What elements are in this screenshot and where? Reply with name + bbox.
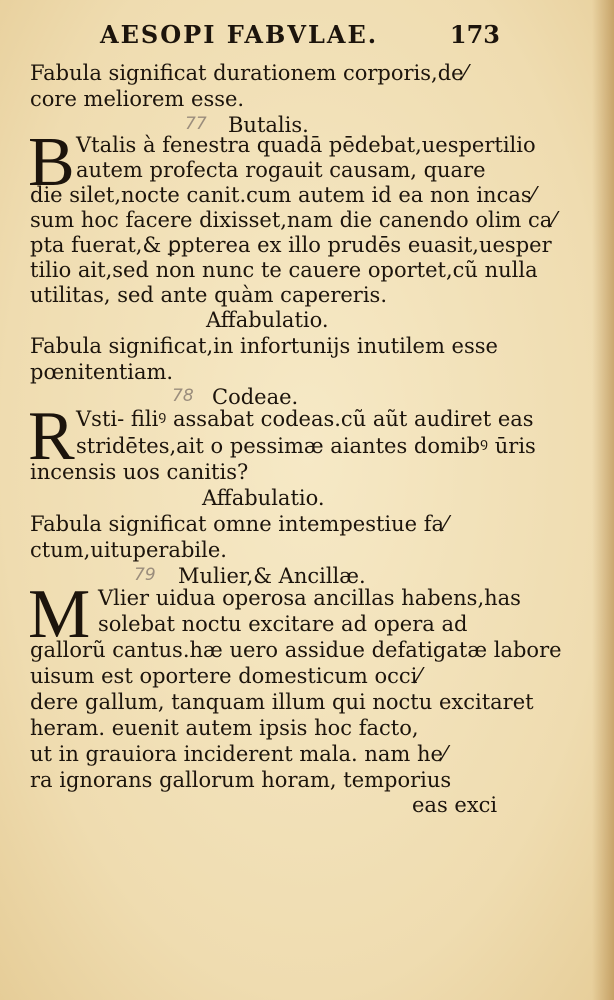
text-line: pœnitentiam. (30, 360, 174, 384)
text-line: stridētes,ait o pessimæ aiantes domibꝰ ūris (76, 434, 536, 458)
drop-cap: R (28, 398, 75, 475)
text-line: autem profecta rogauit causam, quare (76, 158, 486, 182)
text-line: uisum est oportere domesticum occi⁄ (30, 664, 421, 688)
page-number: 173 (449, 20, 500, 49)
text-line: Fabula significat omne intempestiue fa⁄ (30, 512, 448, 536)
text-line: core meliorem esse. (30, 87, 245, 111)
page-edge-shadow (592, 0, 614, 1000)
text-line: utilitas, sed ante quàm capereris. (30, 283, 388, 307)
text-line: Vlier uidua operosa ancillas habens,has (98, 586, 521, 610)
manuscript-number: 77 (185, 114, 207, 134)
fable-title: Butalis. (228, 113, 309, 137)
manuscript-number: 79 (134, 565, 156, 585)
fable-title: Mulier,& Ancillæ. (178, 564, 366, 588)
text-line: heram. euenit autem ipsis hoc facto, (30, 716, 419, 740)
text-line: Vtalis à fenestra quadā pēdebat,uespertilio (76, 133, 536, 157)
text-line: pta fuerat,& ꝑpterea ex illo prudēs euasit,uesper (30, 233, 552, 257)
text-line: sum hoc facere dixisset,nam die canendo olim ca⁄ (30, 208, 556, 232)
text-line: ut in grauiora inciderent mala. nam he⁄ (30, 742, 447, 766)
catchword: eas exci (412, 793, 498, 817)
running-head (100, 18, 500, 52)
drop-cap: M (28, 576, 91, 653)
text-line: ctum,uituperabile. (30, 538, 227, 562)
text-line: Vsti- filiꝰ assabat codeas.cũ aũt audiret eas (76, 407, 534, 431)
text-line: gallorũ cantus.hæ uero assidue defatigatæ labore (30, 638, 562, 662)
text-line: dere gallum, tanquam illum qui noctu excitaret (30, 690, 534, 714)
running-head-title: AESOPI FABVLAE. (100, 20, 379, 49)
manuscript-number: 78 (172, 386, 194, 406)
fable-title: Codeae. (212, 385, 299, 409)
drop-cap: B (28, 124, 75, 201)
text-line: solebat noctu excitare ad opera ad (98, 612, 468, 636)
text-line: tilio ait,sed non nunc te cauere oportet,cũ nulla (30, 258, 538, 282)
text-line: Fabula significat durationem corporis,de⁄ (30, 61, 468, 85)
text-line: incensis uos canitis? (30, 460, 249, 484)
affabulatio-heading: Affabulatio. (202, 486, 325, 510)
text-line: die silet,nocte canit.cum autem id ea non incas⁄ (30, 183, 536, 207)
affabulatio-heading: Affabulatio. (206, 308, 329, 332)
text-line: Fabula significat,in infortunijs inutilem esse (30, 334, 498, 358)
text-line: ra ignorans gallorum horam, temporius (30, 768, 452, 792)
